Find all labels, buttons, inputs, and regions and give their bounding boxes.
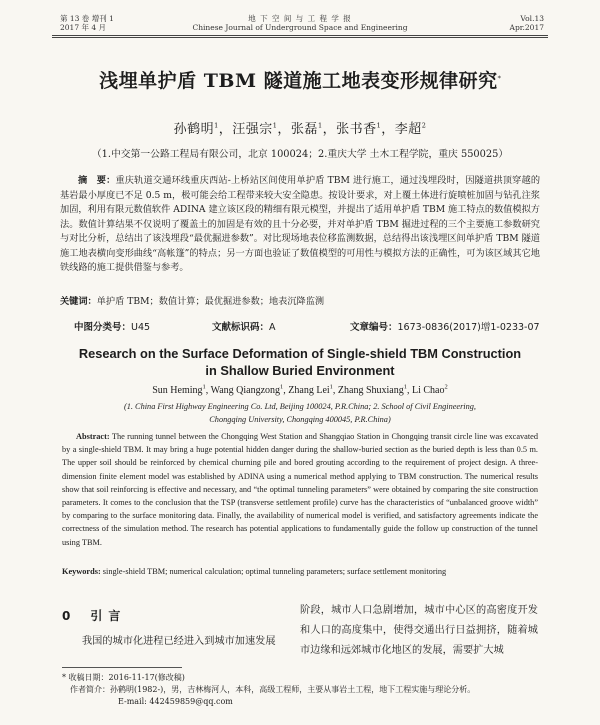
abstract-label-en: Abstract:	[76, 432, 110, 441]
author-zh: 张磊$^1$	[290, 121, 323, 137]
footnote	[62, 672, 542, 708]
abstract-en	[62, 430, 538, 549]
abstract-label-zh: 摘 要：	[78, 175, 116, 186]
authors-en: Sun Heming$^1$, Wang Qiangzong$^1$, Zhang Lei$^1$, Zhang Shuxiang$^1$, Li Chao$^2$	[152, 383, 448, 396]
header-rule	[52, 35, 548, 36]
publication-date: 2017 年 4 月	[60, 23, 107, 32]
section-heading	[62, 607, 126, 624]
author-en: Li Chao$^2$	[412, 383, 448, 396]
keywords-text-en: single-shield TBM; numerical calculation; optimal tunneling parameters; surface settlement monitoring	[102, 567, 447, 576]
keywords-label-zh: 关键词：	[60, 296, 97, 307]
journal-name-en: Chinese Journal of Underground Space and Engineering	[192, 23, 408, 32]
keywords-text-zh: 单护盾 TBM；数值计算；最优掘进参数；地表沉降监测	[96, 296, 325, 307]
abstract-zh	[60, 174, 540, 276]
author-en: Zhang Shuxiang$^1$	[337, 383, 407, 396]
running-header-left	[60, 14, 114, 32]
running-header-right	[510, 14, 544, 32]
author-en: Sun Heming$^1$	[152, 383, 206, 396]
header-rule-2	[52, 37, 548, 38]
author-zh: 李超$^2$	[394, 121, 427, 137]
running-header-center	[150, 14, 450, 32]
abstract-text-en: The running tunnel between the Chongqing West Station and Shangqiao Station in Chongqing transit circle line was excavated by a single-shield TBM. It may bring a huge potential hidden danger during the shallow-buried section as the buried depth is less than 0.5 m. The upper soil should be reinforced by chemical churning pile and bored grouting according to the requirement of project design. A three-dimension finite element model was established by ADINA using a numerical method applying to TBM construction. The numerical results show that soil reinforcing is effective and necessary, and “the optimal tunneling parameters” were obtained by comparing the site construction parameters. It comes to the conclusion that the TSP (transverse settlement profile) curve has the characteristics of “unbalanced groove width” by comparing to the surface monitoring data. Finally, the availability of numerical model is verified, and satisfactory agreements indicate the correctness of the simulation method. The research has potential applications to fundamentally guide the follow up construction of the tunnel using TBM.	[62, 432, 538, 547]
title-en-line2: in Shallow Buried Environment	[205, 363, 395, 378]
document-code: 文献标识码：A	[212, 322, 276, 333]
body-text-right: 阶段，城市人口急剧增加，城市中心区的高密度开发和人口的高度集中，使得交通出行日益拥挤，随着城市边缘和远郊城市化地区的发展，需要扩大城	[300, 605, 538, 656]
title-block-zh	[0, 66, 600, 93]
keywords-zh	[60, 295, 540, 310]
abstract-text-zh: 重庆轨道交通环线重庆西站-上桥站区间使用单护盾 TBM 进行施工，通过浅埋段时，因隧道拱顶穿越的基岩最小厚度已不足 0.5 m，极可能会给工程带来较大安全隐患。按设计要求，对上覆土体进行旋喷桩加固与钻孔注浆加固，利用有限元数值软件 ADINA 建立该区段的精细有限元模型，并提出了适用单护盾 TBM 施工特点的数值模拟方法。数值计算结果不仅说明了覆盖土的加固是有效的且十分必要，并对单护盾 TBM 掘进过程的三个主要施工参数研究与对比分析，总结出了该浅埋段“最优掘进参数”。对比现场地表位移监测数据，总结得出该浅埋区间单护盾 TBM 隧道施工地表横向变形曲线“高帐篷”的特点；另一方面也验证了数值模型的可用性与模拟方法的正确性，可为该区域其它地铁线路的施工提供借鉴与参考。	[60, 175, 541, 273]
volume-issue: 第 13 卷 增刊 1	[60, 14, 114, 23]
author-en: Wang Qiangzong$^1$	[210, 383, 284, 396]
keywords-en	[62, 565, 538, 578]
authors-zh: 孙鹤明$^1$，汪强宗$^1$，张磊$^1$，张书香$^1$，李超$^2$	[173, 121, 427, 137]
affiliation-zh: （1.中交第一公路工程局有限公司，北京 100024；2.重庆大学 土木工程学院，重庆 550025）	[91, 149, 509, 160]
author-email: E-mail: 442459859@qq.com	[118, 697, 233, 706]
footnote-rule	[62, 667, 182, 668]
received-date: * 收稿日期：2016-11-17(修改稿)	[62, 673, 185, 682]
body-text-left: 我国的城市化进程已经进入到城市加速发展	[82, 636, 276, 647]
affiliation-en: (1. China First Highway Engineering Co. Ltd, Beijing 100024, P.R.China; 2. School of Civil Engineering, Chongqing University, Chongqing 400045, P.R.China)	[124, 402, 476, 425]
title-footnote-mark: *	[497, 74, 501, 83]
section-title: 引言	[90, 609, 127, 623]
author-en: Zhang Lei$^1$	[288, 383, 333, 396]
keywords-label-en: Keywords:	[62, 567, 101, 576]
journal-name-zh: 地 下 空 间 与 工 程 学 报	[248, 14, 352, 23]
author-zh: 汪强宗$^1$	[232, 121, 278, 137]
clc-number: 中图分类号：U45	[74, 322, 151, 333]
volume-en: Vol.13	[520, 14, 544, 23]
title-en-line1: Research on the Surface Deformation of Single-shield TBM Construction	[78, 346, 522, 361]
article-number: 文章编号：1673-0836(2017)增1-0233-07	[350, 322, 540, 333]
paper-title-en	[0, 345, 600, 379]
paper-title-zh: 浅埋单护盾 TBM 隧道施工地表变形规律研究	[99, 70, 498, 92]
author-zh: 孙鹤明$^1$	[173, 121, 219, 137]
author-bio: 作者简介：孙鹤明(1982-)，男，吉林梅河人，本科，高级工程师，主要从事岩土工程，地下工程实施与理论分析。	[70, 685, 476, 694]
author-zh: 张书香$^1$	[336, 121, 382, 137]
section-number: 0	[62, 609, 71, 623]
date-en: Apr.2017	[509, 23, 544, 32]
